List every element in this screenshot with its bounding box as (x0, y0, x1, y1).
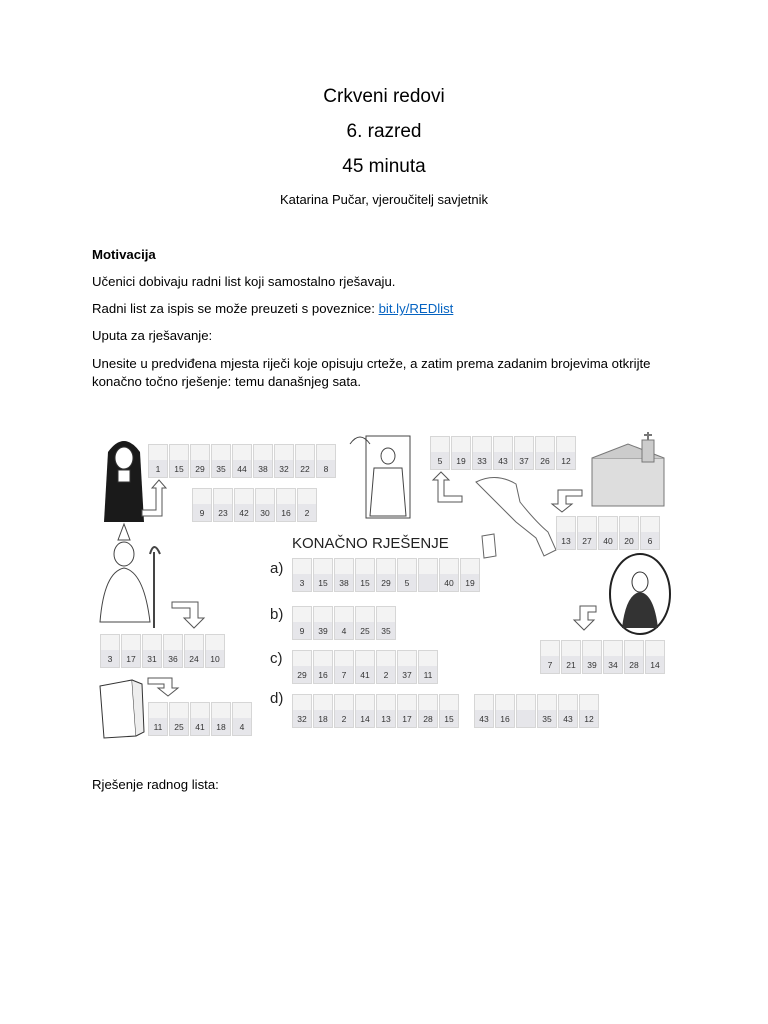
grid-cell (274, 444, 294, 478)
grid-cell (556, 436, 576, 470)
section-heading: Motivacija (92, 247, 156, 262)
grid-cell-number: 19 (456, 456, 466, 466)
church-icon (592, 432, 664, 506)
bishop-icon (100, 524, 160, 628)
grid-cell-number: 14 (650, 660, 660, 670)
grid-cell (418, 694, 438, 728)
grid-cell-number: 16 (281, 508, 291, 518)
doc-duration: 45 minuta (342, 156, 426, 177)
grid-cell-number: 8 (323, 464, 329, 474)
grid-cell-number: 41 (360, 670, 370, 680)
grid-cell (439, 694, 459, 728)
grid-cell-number: 43 (498, 456, 508, 466)
grid-cell-number: 4 (239, 722, 245, 732)
grid-cell (255, 488, 275, 522)
grid-cell-number: 16 (500, 714, 510, 724)
grid-cell-number: 30 (260, 508, 270, 518)
grid-cell-number: 26 (540, 456, 550, 466)
grid-cell (430, 436, 450, 470)
grid-solution-d-extra (474, 694, 600, 728)
label-c: c) (270, 650, 283, 667)
grid-solution-d (292, 694, 460, 728)
grid-cell-number: 32 (279, 464, 289, 474)
paragraph-3: Uputa za rješavanje: (92, 328, 213, 343)
label-d: d) (270, 690, 284, 707)
paragraph-5: Rješenje radnog lista: (92, 777, 219, 792)
label-b: b) (270, 606, 284, 623)
grid-cell-number: 23 (218, 508, 228, 518)
grid-cell-number: 38 (258, 464, 268, 474)
paragraph-4: Unesite u predviđena mjesta riječi koje opisuju crteže, a zatim prema zadanim brojevima otkrijte konačno točno rješenje: temu današnjeg sata. (92, 356, 651, 389)
grid-cell (603, 640, 623, 674)
grid-cell (397, 650, 417, 684)
grid-cell (211, 702, 231, 736)
grid-cell-number: 35 (216, 464, 226, 474)
grid-cell (558, 694, 578, 728)
doc-author: Katarina Pučar, vjeroučitelj savjetnik (279, 192, 489, 207)
grid-cell (232, 444, 252, 478)
grid-cell (184, 634, 204, 668)
grid-cell-number: 25 (360, 626, 370, 636)
grid-cell (313, 650, 333, 684)
grid-cell-number: 39 (587, 660, 597, 670)
grid-nun (148, 444, 337, 478)
grid-cell (376, 650, 396, 684)
grid-cell (640, 516, 660, 550)
worksheet-link[interactable]: bit.ly/REDlist (378, 301, 454, 316)
grid-book (148, 702, 253, 736)
grid-cell-number: 29 (297, 670, 307, 680)
grid-cell (645, 640, 665, 674)
grid-cell-number: 42 (239, 508, 249, 518)
grid-cell-number: 17 (402, 714, 412, 724)
grid-mary (540, 640, 666, 674)
grid-cell-number: 15 (318, 578, 328, 588)
grid-cell (535, 436, 555, 470)
grid-cell-number: 17 (126, 654, 136, 664)
grid-cell-number: 16 (318, 670, 328, 680)
grid-cell-number: 19 (465, 578, 475, 588)
grid-cell (624, 640, 644, 674)
grid-cell-number: 40 (444, 578, 454, 588)
grid-cell-number: 35 (542, 714, 552, 724)
grid-cell (313, 558, 333, 592)
grid-cell (376, 694, 396, 728)
grid-cell (561, 640, 581, 674)
grid-cell (292, 694, 312, 728)
grid-cell-number: 13 (381, 714, 391, 724)
grid-cell-number: 35 (381, 626, 391, 636)
grid-cell-number: 29 (195, 464, 205, 474)
grid-cell (579, 694, 599, 728)
label-a: a) (270, 560, 284, 577)
grid-cell-number: 3 (107, 654, 113, 664)
grid-cell-number: 38 (339, 578, 349, 588)
grid-cell (514, 436, 534, 470)
grid-cell-number: 40 (603, 536, 613, 546)
grid-cell-number: 2 (383, 670, 389, 680)
grid-cell-number: 33 (477, 456, 487, 466)
grid-saint (430, 436, 577, 470)
grid-cell-number: 29 (381, 578, 391, 588)
worksheet-image (96, 432, 674, 740)
grid-cell (516, 694, 536, 728)
grid-cell (190, 444, 210, 478)
grid-cell-number: 12 (584, 714, 594, 724)
grid-cell (148, 702, 168, 736)
grid-cell-number: 24 (189, 654, 199, 664)
paragraph-2-text: Radni list za ispis se može preuzeti s poveznice: (92, 301, 379, 316)
paragraph-1: Učenici dobivaju radni list koji samostalno rješavaju. (92, 274, 396, 289)
grid-cell (397, 558, 417, 592)
grid-cell-number: 2 (304, 508, 310, 518)
grid-cell (451, 436, 471, 470)
grid-cell-number: 7 (341, 670, 347, 680)
grid-cell (418, 650, 438, 684)
grid-cell-number: 34 (608, 660, 618, 670)
grid-cell-number: 41 (195, 722, 205, 732)
grid-cell-number: 5 (437, 456, 443, 466)
grid-cell (537, 694, 557, 728)
grid-cell-number: 12 (561, 456, 571, 466)
italy-map-icon (476, 477, 556, 558)
grid-bishop (100, 634, 226, 668)
doc-title: Crkveni redovi (323, 86, 445, 107)
grid-cell (190, 702, 210, 736)
grid-cell (418, 558, 438, 592)
grid-cell (192, 488, 212, 522)
grid-cell (334, 650, 354, 684)
grid-cell (495, 694, 515, 728)
grid-cell-number: 21 (566, 660, 576, 670)
grid-cell (313, 694, 333, 728)
grid-cell-number: 15 (174, 464, 184, 474)
mary-icon (610, 554, 670, 634)
grid-cell (582, 640, 602, 674)
grid-cell-number: 37 (402, 670, 412, 680)
grid-cell-number: 36 (168, 654, 178, 664)
grid-cell (100, 634, 120, 668)
grid-cell (472, 436, 492, 470)
grid-cell (313, 606, 333, 640)
grid-cell-number: 25 (174, 722, 184, 732)
grid-cell (439, 558, 459, 592)
grid-cell (232, 702, 252, 736)
grid-cell (316, 444, 336, 478)
grid-cell-number: 43 (479, 714, 489, 724)
grid-solution-c (292, 650, 439, 684)
doc-grade: 6. razred (346, 121, 422, 142)
grid-cell (376, 558, 396, 592)
paragraph-2 (92, 300, 682, 318)
grid-cell-number: 14 (360, 714, 370, 724)
grid-cell (292, 650, 312, 684)
grid-cell (577, 516, 597, 550)
book-icon (100, 680, 144, 738)
grid-cell (355, 650, 375, 684)
grid-cell-number: 10 (210, 654, 220, 664)
grid-cell (493, 436, 513, 470)
grid-cell (292, 606, 312, 640)
grid-cell-number: 27 (582, 536, 592, 546)
grid-nun-lower (192, 488, 318, 522)
grid-solution-a (292, 558, 481, 592)
grid-cell-number: 37 (519, 456, 529, 466)
grid-cell-number: 3 (299, 578, 305, 588)
grid-cell (148, 444, 168, 478)
grid-cell (355, 606, 375, 640)
grid-cell (163, 634, 183, 668)
grid-cell-number: 9 (299, 626, 305, 636)
grid-cell-number: 22 (300, 464, 310, 474)
grid-cell-number: 11 (423, 670, 433, 680)
grid-cell-number: 39 (318, 626, 328, 636)
grid-cell (121, 634, 141, 668)
grid-cell-number: 15 (444, 714, 454, 724)
grid-cell (297, 488, 317, 522)
grid-cell (355, 694, 375, 728)
grid-cell-number: 7 (547, 660, 553, 670)
grid-solution-b (292, 606, 397, 640)
grid-cell (397, 694, 417, 728)
grid-cell (169, 444, 189, 478)
grid-cell-number: 4 (341, 626, 347, 636)
grid-cell (334, 606, 354, 640)
grid-cell-number: 1 (155, 464, 161, 474)
grid-cell-number: 44 (237, 464, 247, 474)
grid-cell-number: 18 (318, 714, 328, 724)
grid-church (556, 516, 661, 550)
grid-cell-number: 31 (147, 654, 157, 664)
grid-cell (376, 606, 396, 640)
grid-cell-number: 5 (404, 578, 410, 588)
grid-cell (253, 444, 273, 478)
grid-cell (355, 558, 375, 592)
grid-cell (598, 516, 618, 550)
grid-cell-number: 43 (563, 714, 573, 724)
grid-cell (460, 558, 480, 592)
grid-cell (213, 488, 233, 522)
grid-cell (169, 702, 189, 736)
grid-cell (556, 516, 576, 550)
grid-cell-number: 11 (153, 722, 163, 732)
grid-cell (276, 488, 296, 522)
grid-cell (142, 634, 162, 668)
grid-cell (211, 444, 231, 478)
grid-cell-number: 15 (360, 578, 370, 588)
grid-cell-number: 18 (216, 722, 226, 732)
grid-cell (619, 516, 639, 550)
grid-cell-number: 32 (297, 714, 307, 724)
grid-cell (474, 694, 494, 728)
grid-cell-number: 6 (647, 536, 653, 546)
grid-cell-number: 28 (423, 714, 433, 724)
grid-cell (334, 558, 354, 592)
grid-cell (234, 488, 254, 522)
grid-cell (205, 634, 225, 668)
grid-cell (334, 694, 354, 728)
grid-cell-number: 20 (624, 536, 634, 546)
grid-cell-number: 13 (561, 536, 571, 546)
grid-cell (540, 640, 560, 674)
grid-cell (292, 558, 312, 592)
nun-icon (104, 441, 144, 522)
seated-saint-icon (350, 436, 410, 518)
grid-cell-number: 28 (629, 660, 639, 670)
grid-cell (295, 444, 315, 478)
grid-cell-number: 9 (199, 508, 205, 518)
solution-title: KONAČNO RJEŠENJE (292, 535, 449, 552)
grid-cell-number: 2 (341, 714, 347, 724)
